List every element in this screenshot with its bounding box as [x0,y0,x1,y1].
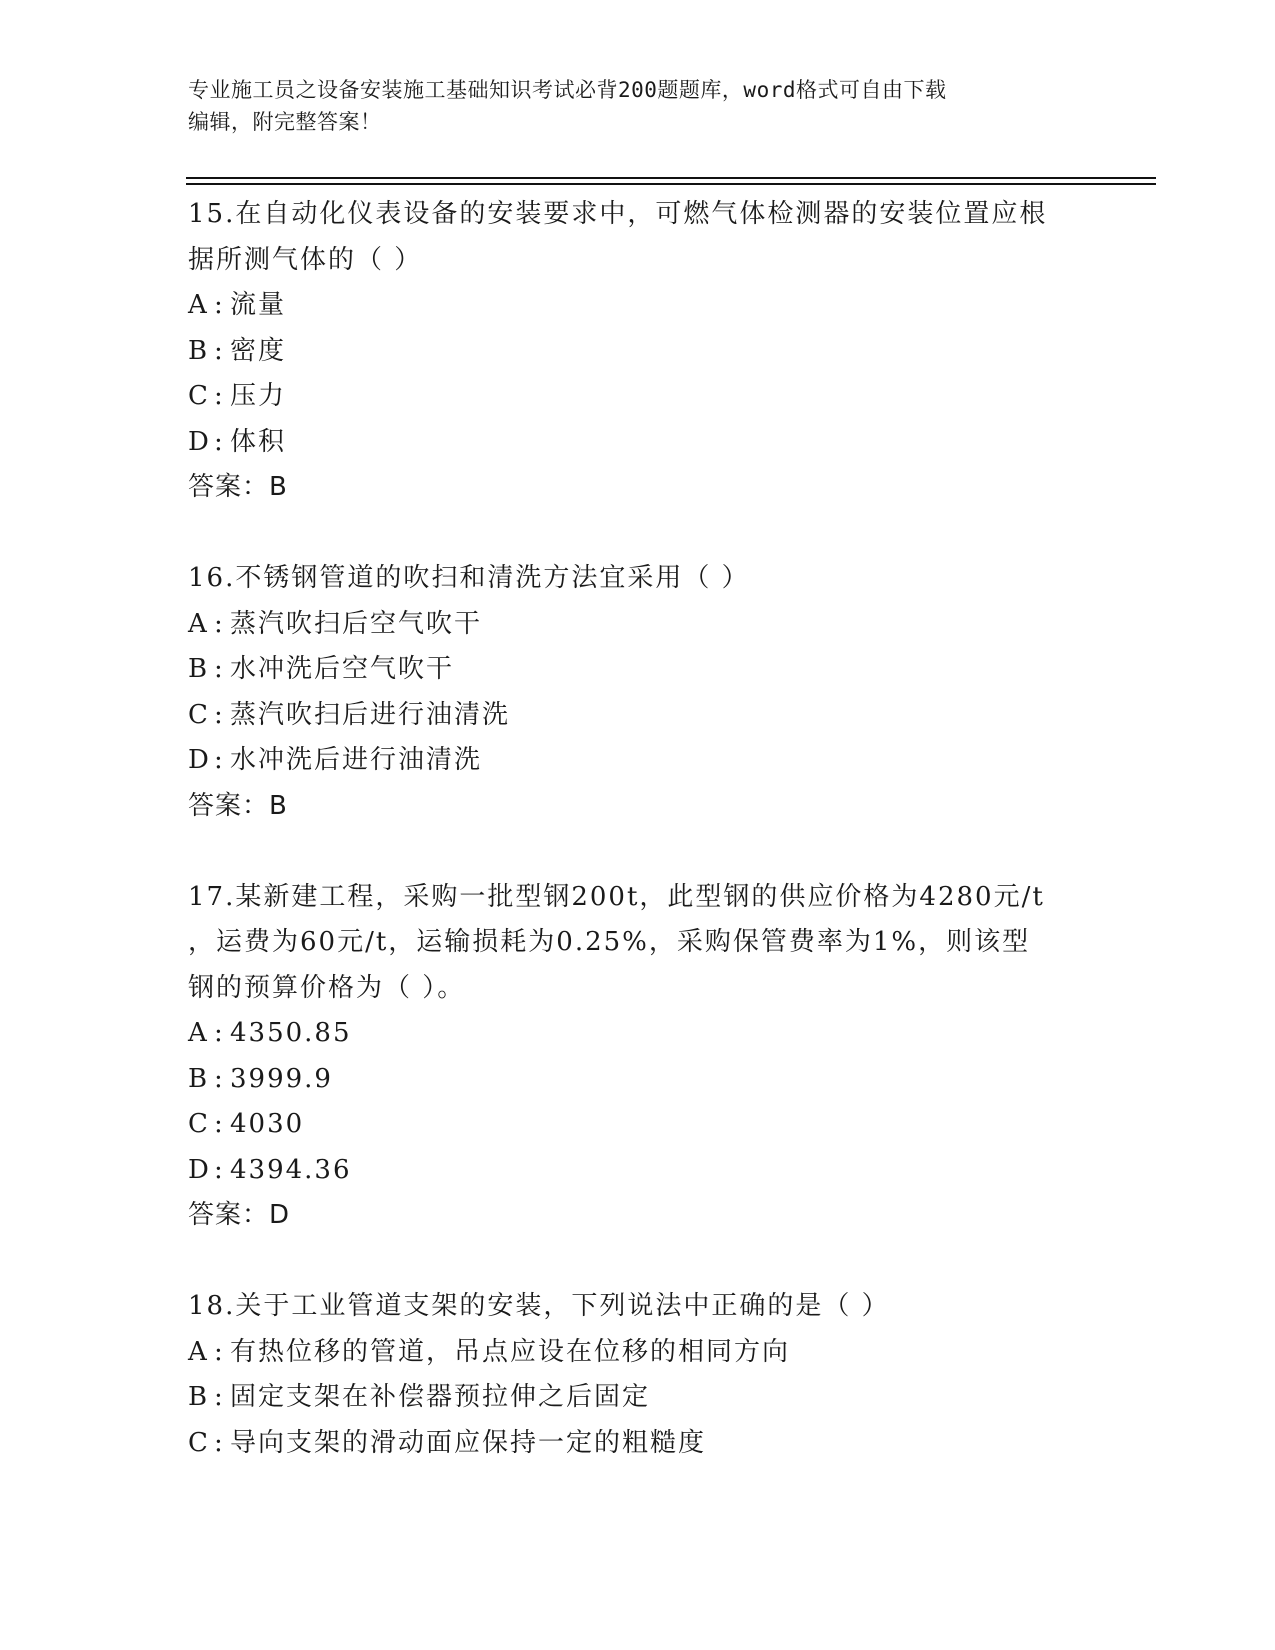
question-stem-line: 18.关于工业管道支架的安装，下列说法中正确的是（ ） [188,1291,890,1321]
option-letter: B [188,335,210,366]
option-d [188,420,1088,466]
option-separator: : [214,381,225,411]
option-text: 3999.9 [230,1063,333,1094]
option-text: 体积 [230,426,287,457]
option-b [188,1057,1088,1103]
option-a [188,1330,1088,1376]
option-text: 有热位移的管道，吊点应设在位移的相同方向 [230,1336,791,1367]
header-line-2: 编辑，附完整答案！ [188,110,382,134]
option-text: 蒸汽吹扫后进行油清洗 [230,699,511,730]
option-letter: C [188,1109,210,1139]
option-letter: A [188,1336,209,1367]
question-list [188,192,1088,1466]
option-letter: B [188,654,210,684]
option-text: 流量 [230,290,287,320]
option-separator: : [214,745,225,775]
header-line-1: 专业施工员之设备安装施工基础知识考试必背200题题库，word格式可自由下载 [188,78,947,102]
option-separator: : [214,1018,225,1048]
option-c [188,1421,1088,1467]
question-stem-line: 钢的预算价格为（ ）。 [188,972,466,1003]
question-17 [188,875,1088,1239]
option-letter: C [188,381,210,411]
question-stem [188,192,1088,283]
question-16 [188,556,1088,829]
option-a [188,283,1088,329]
option-separator: : [214,1109,225,1139]
spacer [188,511,1088,557]
option-text: 固定支架在补偿器预拉伸之后固定 [230,1382,651,1412]
question-stem-line: ，运费为60元/t，运输损耗为0.25%，采购保管费率为1%，则该型 [188,927,1031,957]
question-stem-line: 据所测气体的（ ） [188,244,423,275]
question-15 [188,192,1088,511]
option-separator: : [214,335,225,366]
option-c [188,1102,1088,1148]
option-separator: : [214,1154,225,1185]
spacer [188,1239,1088,1285]
option-letter: A [188,608,209,639]
header-rule-bottom [186,183,1156,185]
option-d [188,1148,1088,1194]
question-stem-line: 16.不锈钢管道的吹扫和清洗方法宜采用（ ） [188,563,750,593]
option-letter: C [188,1427,210,1458]
option-letter: D [188,426,211,457]
option-text: 水冲洗后进行油清洗 [230,745,483,775]
option-letter: B [188,1382,210,1412]
option-text: 水冲洗后空气吹干 [230,654,455,684]
answer-line: 答案：D [188,1200,291,1230]
option-separator: : [214,426,225,457]
option-d [188,738,1088,784]
option-letter: A [188,1018,209,1048]
option-text: 压力 [230,381,287,411]
option-text: 4350.85 [230,1018,352,1048]
option-letter: A [188,290,209,320]
option-a [188,1011,1088,1057]
option-letter: C [188,699,210,730]
option-letter: B [188,1063,210,1094]
question-stem-line: 15.在自动化仪表设备的安装要求中，可燃气体检测器的安装位置应根 [188,199,1048,229]
option-separator: : [214,654,225,684]
option-b [188,647,1088,693]
option-b [188,1375,1088,1421]
option-separator: : [214,699,225,730]
spacer [188,829,1088,875]
question-stem-line: 17.某新建工程，采购一批型钢200t，此型钢的供应价格为4280元/t [188,881,1045,912]
option-separator: : [214,608,225,639]
document-header [188,74,1088,138]
question-stem [188,875,1088,1012]
option-text: 4030 [230,1109,305,1139]
option-letter: D [188,745,211,775]
option-text: 蒸汽吹扫后空气吹干 [230,608,483,639]
option-a [188,602,1088,648]
option-text: 密度 [230,335,287,366]
question-18 [188,1284,1088,1466]
option-text: 4394.36 [230,1154,352,1185]
option-text: 导向支架的滑动面应保持一定的粗糙度 [230,1427,707,1458]
option-separator: : [214,1382,225,1412]
option-c [188,693,1088,739]
option-letter: D [188,1154,211,1185]
header-rule-top [186,177,1156,179]
answer-line: 答案：B [188,790,288,821]
option-separator: : [214,1427,225,1458]
option-separator: : [214,1063,225,1094]
question-stem [188,1284,1088,1330]
option-separator: : [214,290,225,320]
option-separator: : [214,1336,225,1367]
answer-line: 答案：B [188,472,288,502]
option-b [188,329,1088,375]
option-c [188,374,1088,420]
question-stem [188,556,1088,602]
